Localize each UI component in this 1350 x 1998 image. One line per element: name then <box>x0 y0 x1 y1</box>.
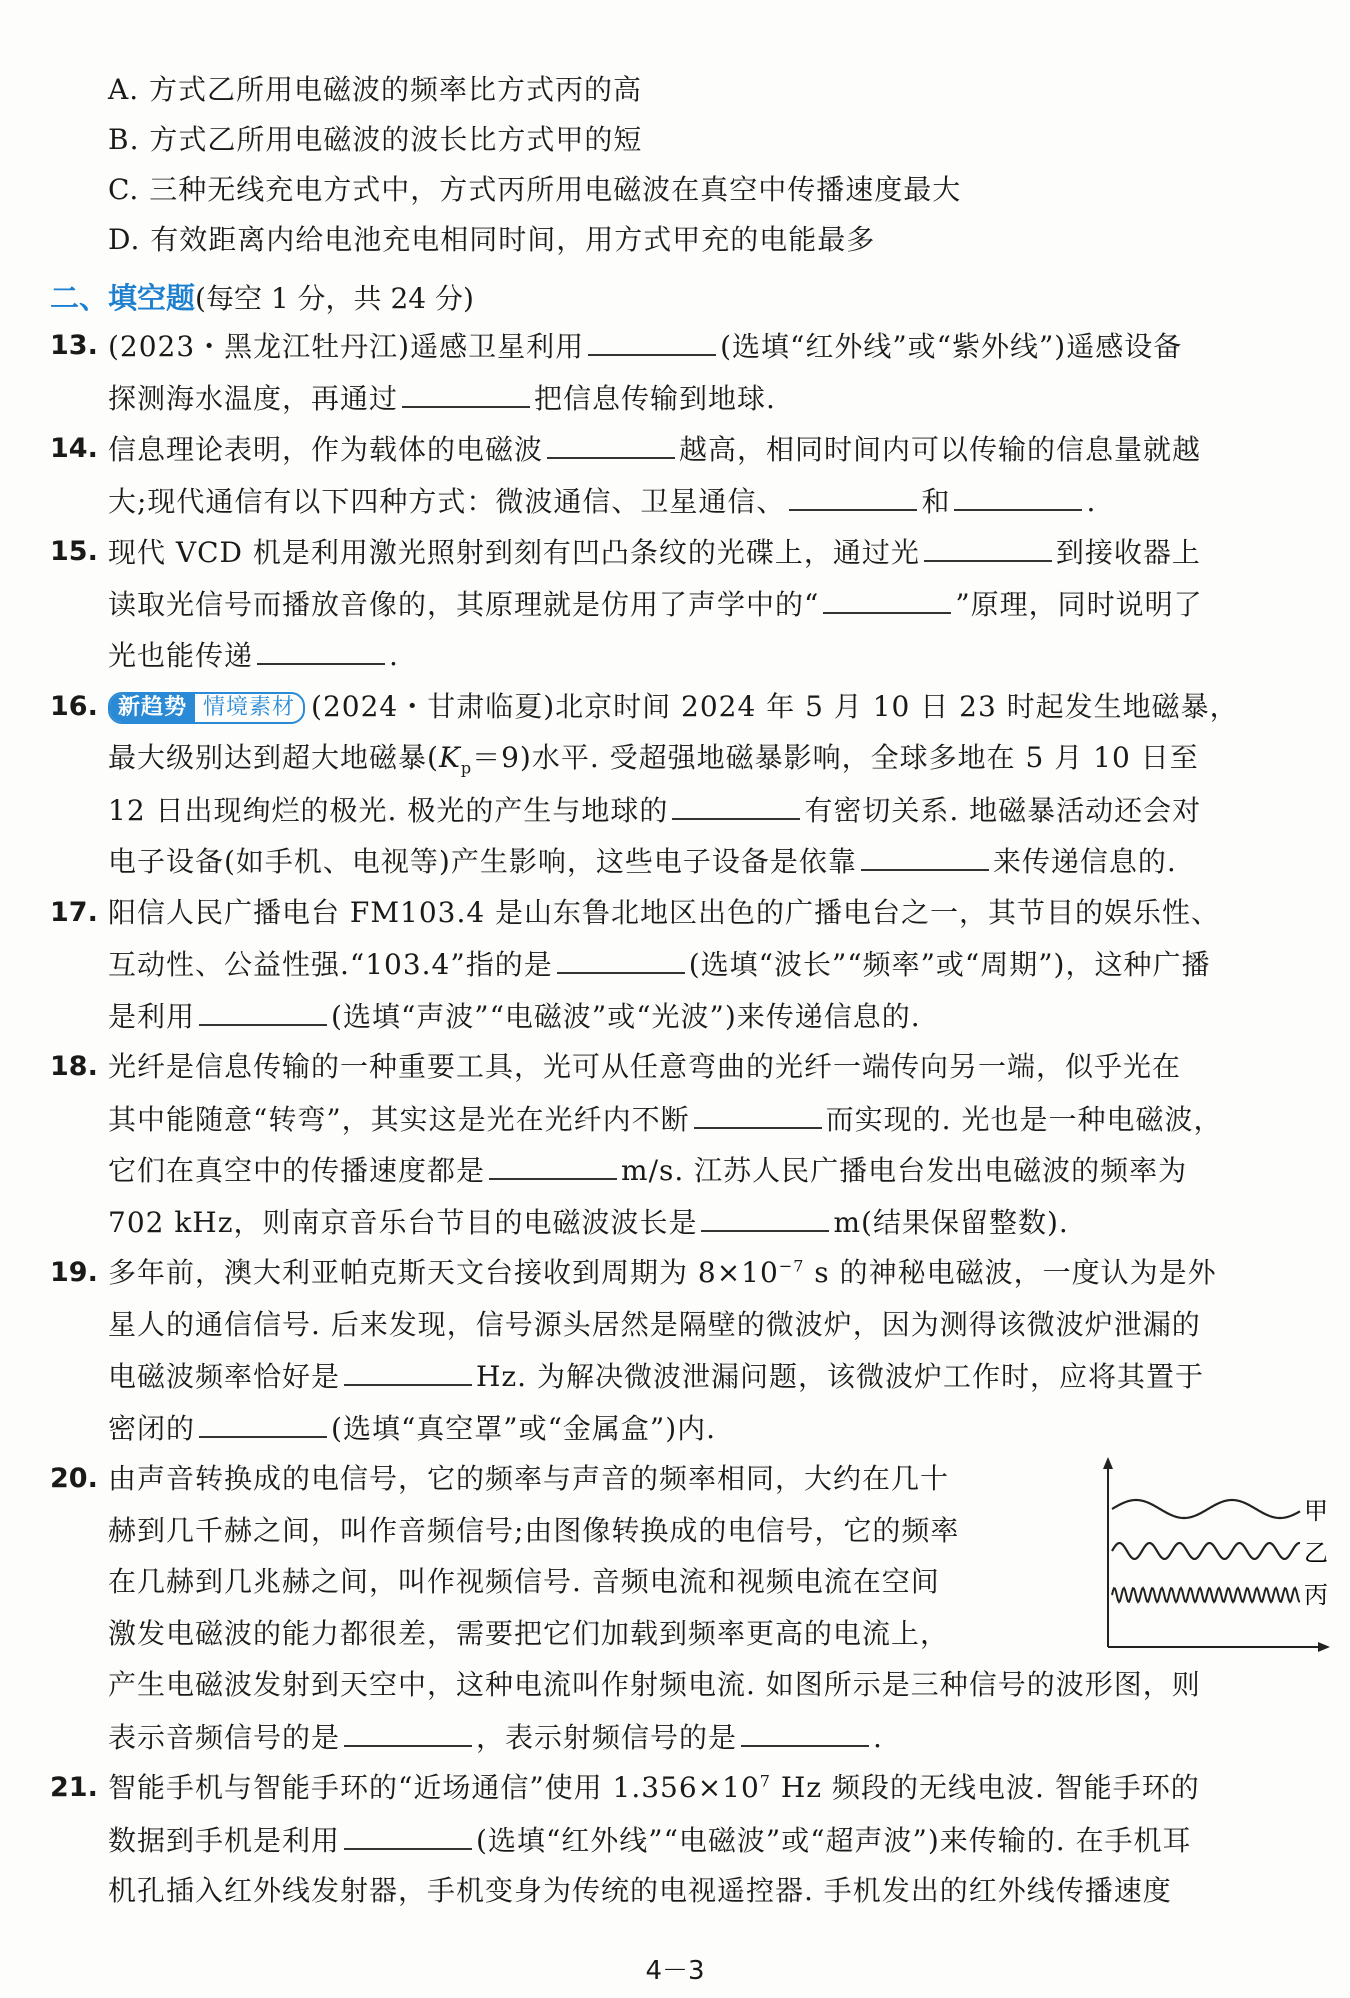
answer-blank[interactable] <box>694 1101 822 1129</box>
q18-line-3: 它们在真空中的传播速度都是 m/s. 江苏人民广播电台发出电磁波的频率为 <box>108 1154 1188 1187</box>
q21-line-3: 机孔插入红外线发射器，手机变身为传统的电视遥控器. 手机发出的红外线传播速度 <box>108 1874 1172 1907</box>
q19-line-3: 电磁波频率恰好是 Hz. 为解决微波泄漏问题，该微波炉工作时，应将其置于 <box>108 1360 1204 1393</box>
question-number: 16. <box>50 690 98 722</box>
answer-blank[interactable] <box>489 1152 617 1180</box>
q18-line-2: 其中能随意“转弯”，其实这是光在光纤内不断 而实现的. 光也是一种电磁波， <box>108 1102 1223 1136</box>
q20-line-3: 在几赫到几兆赫之间，叫作视频信号. 音频电流和视频电流在空间 <box>108 1565 940 1598</box>
q13-line-2: 探测海水温度，再通过 把信息传输到地球. <box>108 381 776 415</box>
page-number: 4－3 <box>645 1956 705 1986</box>
q17-line-3: 是利用 (选填“声波”“电磁波”或“光波”)来传递信息的. <box>108 999 921 1033</box>
q18-line-1: 光纤是信息传输的一种重要工具，光可从任意弯曲的光纤一端传向另一端，似乎光在 <box>108 1050 1182 1083</box>
answer-blank[interactable] <box>701 1204 829 1232</box>
answer-blank[interactable] <box>924 534 1052 562</box>
q16-line-2: 最大级别达到超大地磁暴$(K_p=9)$水平. 受超强地磁暴影响，全球多地在 5 月 10 日至 <box>108 741 1199 778</box>
q16-line-3: 12 日出现绚烂的极光. 极光的产生与地球的 有密切关系. 地磁暴活动还会对 <box>108 793 1202 827</box>
answer-blank[interactable] <box>547 431 675 459</box>
q21-line-1: 智能手机与智能手环的“近场通信”使用 $1.356\times 10^7$ Hz 频段的无线电波. 智能手环的 <box>108 1771 1200 1804</box>
answer-blank[interactable] <box>199 998 327 1026</box>
option-a: A. 方式乙所用电磁波的频率比方式丙的高 <box>108 73 643 106</box>
answer-blank[interactable] <box>344 1719 472 1747</box>
x-axis-arrow <box>1318 1642 1330 1652</box>
section-note: (每空 1 分，共 24 分) <box>195 282 474 315</box>
y-axis-arrow <box>1103 1457 1113 1469</box>
answer-blank[interactable] <box>588 328 716 356</box>
answer-blank[interactable] <box>861 843 989 871</box>
wave-yi <box>1112 1543 1300 1559</box>
q14-line-1: 信息理论表明，作为载体的电磁波 越高，相同时间内可以传输的信息量就越 <box>108 433 1202 466</box>
label-yi: 乙 <box>1304 1539 1328 1567</box>
question-number: 14. <box>50 433 98 464</box>
wave-bing <box>1112 1588 1300 1602</box>
q16-line-1: 新趋势 情境素材 (2024・甘肃临夏)北京时间 2024 年 5 月 10 日 23 时起发生地磁暴， <box>108 689 1310 725</box>
q20-line-2: 赫到几千赫之间，叫作音频信号;由图像转换成的电信号，它的频率 <box>108 1513 960 1547</box>
q20-line-6: 表示音频信号的是 ，表示射频信号的是 . <box>108 1720 883 1754</box>
q21-line-2: 数据到手机是利用 (选填“红外线”“电磁波”或“超声波”)来传输的. 在手机耳 <box>108 1823 1192 1857</box>
q19-line-2: 星人的通信信号. 后来发现，信号源头居然是隔壁的微波炉，因为测得该微波炉泄漏的 <box>108 1307 1201 1341</box>
answer-blank[interactable] <box>954 483 1082 511</box>
label-bing: 丙 <box>1304 1581 1328 1609</box>
q18-line-4: 702 kHz，则南京音乐台节目的电磁波波长是 m(结果保留整数). <box>108 1205 1069 1239</box>
option-d: D. 有效距离内给电池充电相同时间，用方式甲充的电能最多 <box>108 223 876 256</box>
question-number: 15. <box>50 536 98 567</box>
option-c: C. 三种无线充电方式中，方式丙所用电磁波在真空中传播速度最大 <box>108 173 962 206</box>
answer-blank[interactable] <box>672 792 800 820</box>
question-number: 17. <box>50 896 98 928</box>
option-b: B. 方式乙所用电磁波的波长比方式甲的短 <box>108 123 643 156</box>
question-number: 20. <box>50 1463 98 1494</box>
answer-blank[interactable] <box>741 1719 869 1747</box>
q20-line-5: 产生电磁波发射到天空中，这种电流叫作射频电流. 如图所示是三种信号的波形图，则 <box>108 1668 1201 1701</box>
trend-badge: 新趋势 情境素材 <box>108 692 305 724</box>
q20-line-1: 由声音转换成的电信号，它的频率与声音的频率相同，大约在几十 <box>108 1462 950 1495</box>
question-number: 19. <box>50 1257 98 1288</box>
question-number: 18. <box>50 1051 98 1082</box>
answer-blank[interactable] <box>344 1358 472 1386</box>
label-jia: 甲 <box>1304 1497 1328 1525</box>
section-heading <box>50 280 474 317</box>
answer-blank[interactable] <box>823 586 951 614</box>
q13-line-1: (2023・黑龙江牡丹江)遥感卫星利用 (选填“红外线”或“紫外线”)遥感设备 <box>108 330 1183 363</box>
q15-line-2: 读取光信号而播放音像的，其原理就是仿用了声学中的“ ”原理，同时说明了 <box>108 587 1203 621</box>
q15-line-3: 光也能传递 . <box>108 639 399 672</box>
q16-line-4: 电子设备(如手机、电视等)产生影响，这些电子设备是依靠 来传递信息的. <box>108 845 1177 878</box>
q17-line-2: 互动性、公益性强.“103.4”指的是 (选填“波长”“频率”或“周期”)，这种广播 <box>108 948 1211 981</box>
answer-blank[interactable] <box>402 380 530 408</box>
q19-line-1: 多年前，澳大利亚帕克斯天文台接收到周期为 $8\times 10^{-7}$ s 的神秘电磁波，一度认为是外 <box>108 1256 1217 1289</box>
q14-line-2: 大;现代通信有以下四种方式：微波通信、卫星通信、 和 . <box>108 484 1097 518</box>
question-number: 13. <box>50 330 98 361</box>
waveform-figure <box>1100 1457 1330 1657</box>
answer-blank[interactable] <box>199 1410 327 1438</box>
question-number: 21. <box>50 1772 98 1803</box>
q19-line-4: 密闭的 (选填“真空罩”或“金属盒”)内. <box>108 1411 717 1445</box>
answer-blank[interactable] <box>789 483 917 511</box>
waveform-svg <box>1100 1457 1330 1657</box>
q17-line-1: 阳信人民广播电台 FM103.4 是山东鲁北地区出色的广播电台之一，其节目的娱乐性、 <box>108 895 1221 929</box>
q15-line-1: 现代 VCD 机是利用激光照射到刻有凹凸条纹的光碟上，通过光 到接收器上 <box>108 536 1201 569</box>
answer-blank[interactable] <box>257 637 385 665</box>
q20-line-4: 激发电磁波的能力都很差，需要把它们加载到频率更高的电流上， <box>108 1616 950 1650</box>
answer-blank[interactable] <box>557 946 685 974</box>
section-title: 二、填空题 <box>50 281 196 315</box>
answer-blank[interactable] <box>344 1822 472 1850</box>
wave-jia <box>1112 1500 1300 1518</box>
